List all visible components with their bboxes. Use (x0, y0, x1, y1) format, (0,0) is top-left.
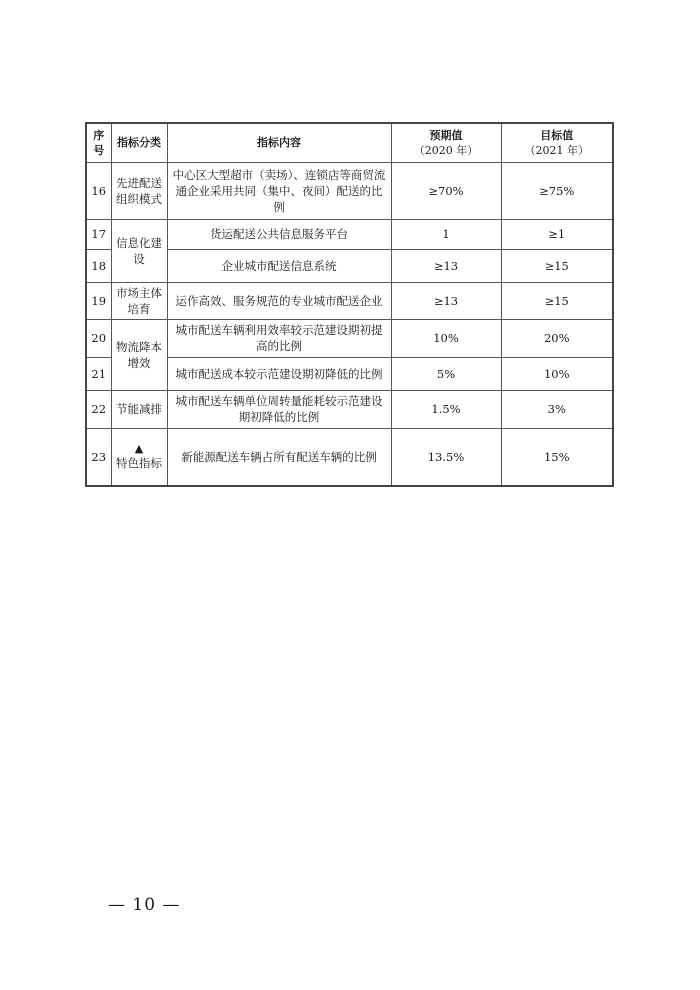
category-label: 特色指标 (116, 456, 162, 471)
row-target: ≥1 (501, 219, 613, 249)
row-expected: 5% (391, 357, 501, 390)
table-row (86, 319, 613, 357)
header-target-title: 目标值 (540, 128, 574, 142)
row-expected: 1 (391, 219, 501, 249)
row-expected: ≥13 (391, 282, 501, 319)
row-content: 运作高效、服务规范的专业城市配送企业 (167, 282, 391, 319)
row-content: 企业城市配送信息系统 (167, 249, 391, 282)
row-content: 中心区大型超市（卖场）、连锁店等商贸流通企业采用共同（集中、夜间）配送的比例 (167, 162, 391, 219)
category-cell: 物流降本增效 (111, 319, 167, 390)
row-content: 城市配送车辆单位周转量能耗较示范建设期初降低的比例 (167, 390, 391, 428)
row-seq: 23 (86, 428, 111, 486)
header-expected-title: 预期值 (429, 128, 463, 142)
category-cell: 节能减排 (111, 390, 167, 428)
row-content: 新能源配送车辆占所有配送车辆的比例 (167, 428, 391, 486)
row-seq: 20 (86, 319, 111, 357)
row-expected: 10% (391, 319, 501, 357)
table-row (86, 390, 613, 428)
row-target: ≥75% (501, 162, 613, 219)
category-cell: 信息化建设 (111, 219, 167, 282)
row-seq: 16 (86, 162, 111, 219)
row-seq: 17 (86, 219, 111, 249)
header-row (86, 123, 613, 162)
table-row (86, 219, 613, 249)
triangle-marker-icon: ▲ (134, 442, 144, 456)
row-content: 城市配送车辆利用效率较示范建设期初提高的比例 (167, 319, 391, 357)
row-seq: 22 (86, 390, 111, 428)
row-target: 15% (501, 428, 613, 486)
row-target: 10% (501, 357, 613, 390)
category-cell (111, 428, 167, 486)
row-expected: 1.5% (391, 390, 501, 428)
header-target (501, 123, 613, 162)
header-target-year: （2021 年） (524, 143, 589, 157)
header-expected (391, 123, 501, 162)
indicator-table (85, 122, 614, 487)
header-category: 指标分类 (111, 123, 167, 162)
row-target: ≥15 (501, 282, 613, 319)
table-row (86, 428, 613, 486)
table-row (86, 282, 613, 319)
page-number: — 10 — (108, 895, 181, 915)
row-target: 20% (501, 319, 613, 357)
table-row (86, 162, 613, 219)
category-cell: 先进配送组织模式 (111, 162, 167, 219)
row-seq: 19 (86, 282, 111, 319)
row-target: ≥15 (501, 249, 613, 282)
header-expected-year: （2020 年） (413, 143, 479, 157)
row-target: 3% (501, 390, 613, 428)
header-seq: 序号 (86, 123, 111, 162)
row-seq: 21 (86, 357, 111, 390)
row-content: 城市配送成本较示范建设期初降低的比例 (167, 357, 391, 390)
row-expected: ≥70% (391, 162, 501, 219)
row-content: 货运配送公共信息服务平台 (167, 219, 391, 249)
row-expected: ≥13 (391, 249, 501, 282)
category-cell: 市场主体培育 (111, 282, 167, 319)
header-content: 指标内容 (167, 123, 391, 162)
row-seq: 18 (86, 249, 111, 282)
row-expected: 13.5% (391, 428, 501, 486)
